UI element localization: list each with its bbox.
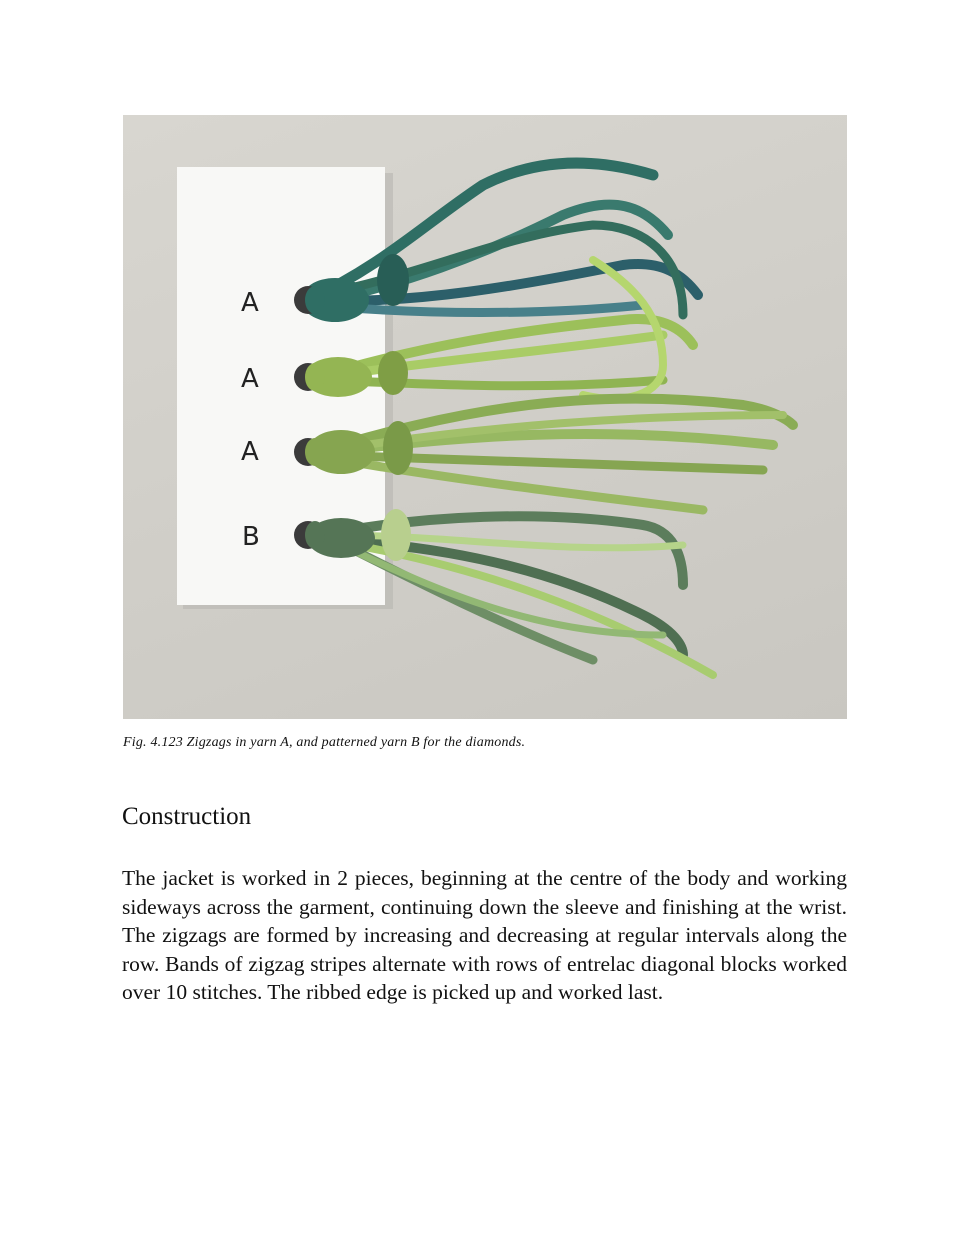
yarn-label: A [241,364,259,394]
yarn-label: A [241,437,259,467]
yarn-label: B [242,522,260,552]
body-paragraph: The jacket is worked in 2 pieces, beginning at the centre of the body and working sideways across the garment, continuing down the sleeve and finishing at the wrist. The zigzags are formed by increasing and decreasing at regular intervals along the row. Bands of zigzag stripes alternate with rows of entrelac diagonal blocks worked over 10 stitches. The ribbed edge is picked up and worked last. [122,866,847,1005]
section-heading: Construction [122,803,252,830]
yarn-label: A [241,288,259,318]
yarn-card-illustration [123,115,847,719]
figure-caption: Fig. 4.123 Zigzags in yarn A, and patterned yarn B for the diamonds. [123,735,526,750]
yarn-sample-photo [123,115,847,719]
